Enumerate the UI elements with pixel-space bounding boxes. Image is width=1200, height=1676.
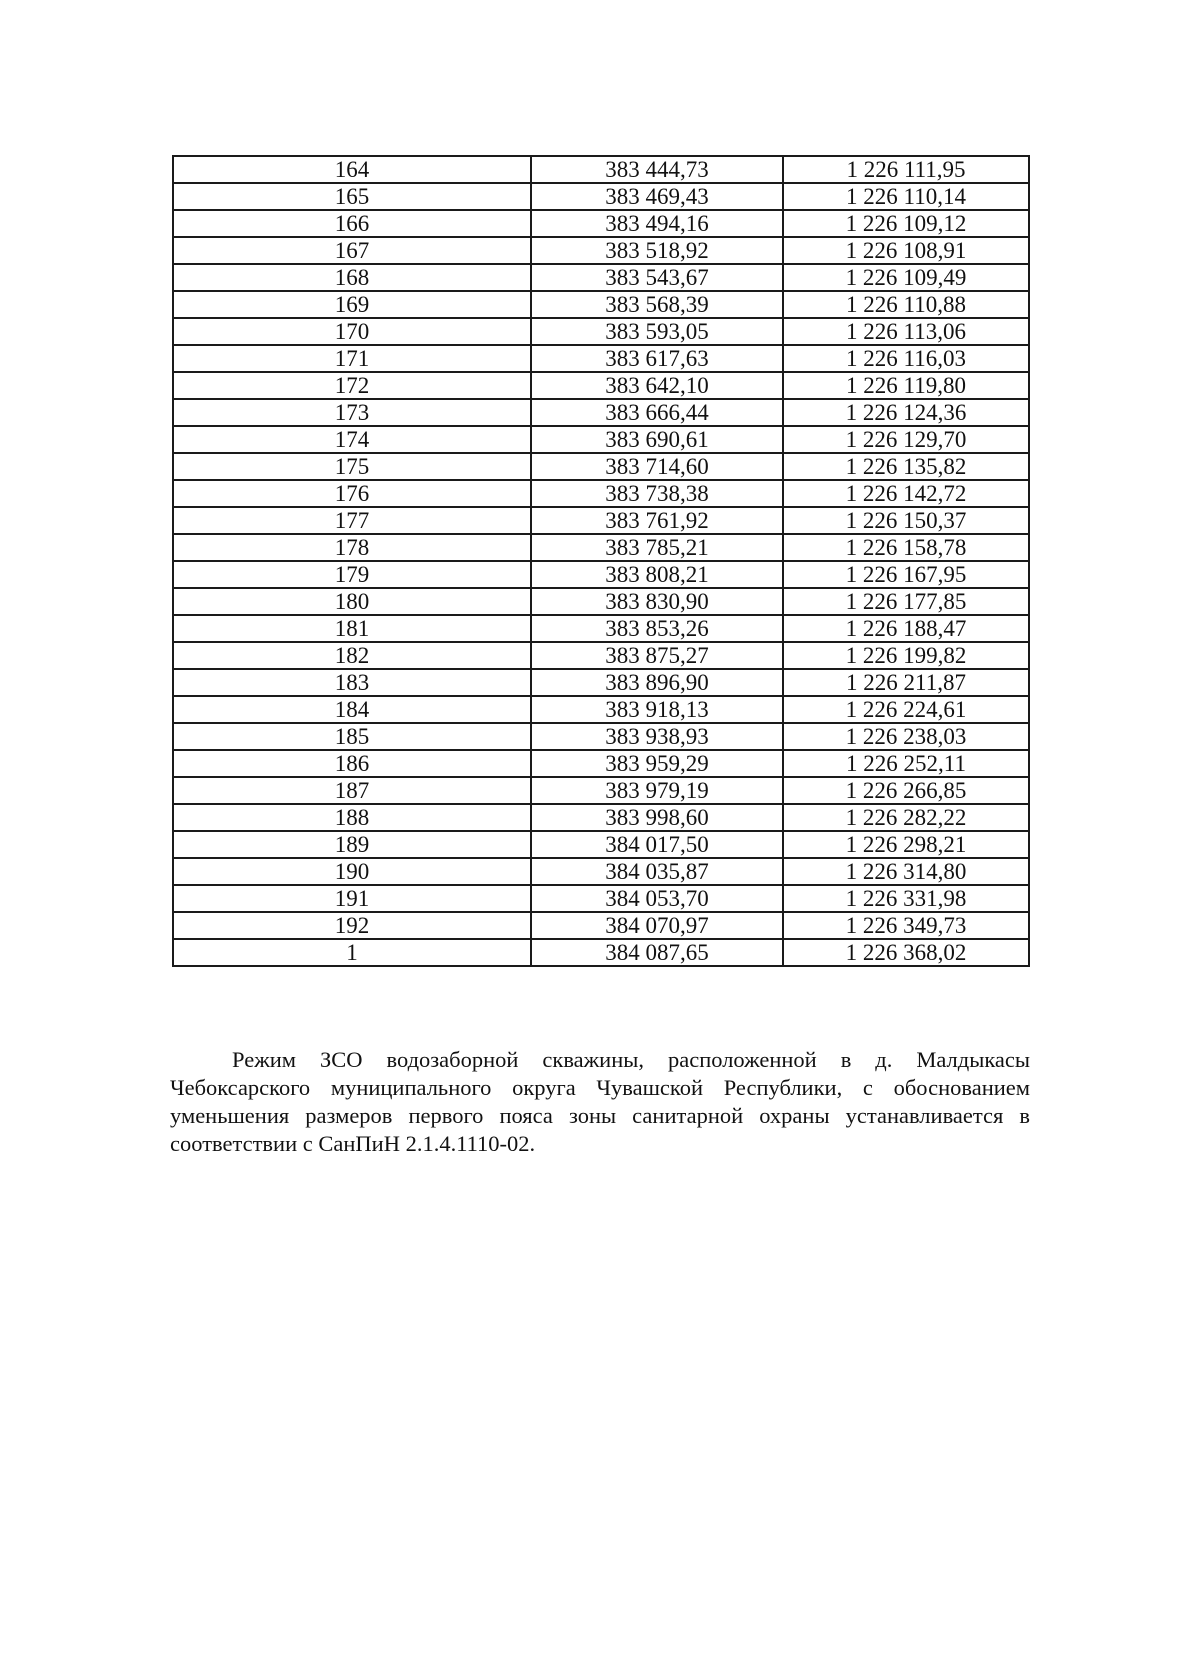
table-row	[173, 237, 1029, 264]
table-row	[173, 345, 1029, 372]
y-coordinate-cell: 1 226 116,03	[783, 345, 1029, 372]
coordinate-table	[172, 155, 1030, 967]
point-number-cell: 164	[173, 156, 531, 183]
point-number-cell: 1	[173, 939, 531, 966]
x-coordinate-cell: 383 518,92	[531, 237, 783, 264]
point-number-cell: 173	[173, 399, 531, 426]
point-number-cell: 192	[173, 912, 531, 939]
y-coordinate-cell: 1 226 252,11	[783, 750, 1029, 777]
table-row	[173, 156, 1029, 183]
y-coordinate-cell: 1 226 314,80	[783, 858, 1029, 885]
table-row	[173, 939, 1029, 966]
table-row	[173, 318, 1029, 345]
x-coordinate-cell: 383 761,92	[531, 507, 783, 534]
table-row	[173, 534, 1029, 561]
table-row	[173, 453, 1029, 480]
point-number-cell: 176	[173, 480, 531, 507]
y-coordinate-cell: 1 226 167,95	[783, 561, 1029, 588]
point-number-cell: 182	[173, 642, 531, 669]
x-coordinate-cell: 383 444,73	[531, 156, 783, 183]
y-coordinate-cell: 1 226 199,82	[783, 642, 1029, 669]
table-row	[173, 723, 1029, 750]
point-number-cell: 174	[173, 426, 531, 453]
y-coordinate-cell: 1 226 119,80	[783, 372, 1029, 399]
y-coordinate-cell: 1 226 108,91	[783, 237, 1029, 264]
x-coordinate-cell: 384 053,70	[531, 885, 783, 912]
point-number-cell: 187	[173, 777, 531, 804]
y-coordinate-cell: 1 226 110,88	[783, 291, 1029, 318]
table-row	[173, 831, 1029, 858]
table-row	[173, 642, 1029, 669]
x-coordinate-cell: 383 918,13	[531, 696, 783, 723]
x-coordinate-cell: 383 830,90	[531, 588, 783, 615]
regime-paragraph: Режим ЗСО водозаборной скважины, расположенной в д. Малдыкасы Чебоксарского муниципального округа Чувашской Республики, с обоснованием уменьшения размеров первого пояса зоны санитарной охраны устанавливается в соответствии с СанПиН 2.1.4.1110-02.	[170, 1047, 1030, 1156]
point-number-cell: 179	[173, 561, 531, 588]
point-number-cell: 175	[173, 453, 531, 480]
table-row	[173, 264, 1029, 291]
x-coordinate-cell: 383 808,21	[531, 561, 783, 588]
y-coordinate-cell: 1 226 238,03	[783, 723, 1029, 750]
table-row	[173, 210, 1029, 237]
point-number-cell: 178	[173, 534, 531, 561]
point-number-cell: 169	[173, 291, 531, 318]
x-coordinate-cell: 383 979,19	[531, 777, 783, 804]
x-coordinate-cell: 383 896,90	[531, 669, 783, 696]
y-coordinate-cell: 1 226 224,61	[783, 696, 1029, 723]
x-coordinate-cell: 383 690,61	[531, 426, 783, 453]
y-coordinate-cell: 1 226 110,14	[783, 183, 1029, 210]
point-number-cell: 186	[173, 750, 531, 777]
point-number-cell: 172	[173, 372, 531, 399]
point-number-cell: 189	[173, 831, 531, 858]
point-number-cell: 183	[173, 669, 531, 696]
point-number-cell: 170	[173, 318, 531, 345]
y-coordinate-cell: 1 226 177,85	[783, 588, 1029, 615]
coordinate-table-body	[173, 156, 1029, 966]
y-coordinate-cell: 1 226 282,22	[783, 804, 1029, 831]
x-coordinate-cell: 383 543,67	[531, 264, 783, 291]
table-row	[173, 777, 1029, 804]
x-coordinate-cell: 383 666,44	[531, 399, 783, 426]
table-row	[173, 426, 1029, 453]
table-row	[173, 750, 1029, 777]
point-number-cell: 167	[173, 237, 531, 264]
table-row	[173, 372, 1029, 399]
y-coordinate-cell: 1 226 135,82	[783, 453, 1029, 480]
point-number-cell: 190	[173, 858, 531, 885]
table-row	[173, 399, 1029, 426]
x-coordinate-cell: 384 035,87	[531, 858, 783, 885]
point-number-cell: 177	[173, 507, 531, 534]
x-coordinate-cell: 383 938,93	[531, 723, 783, 750]
y-coordinate-cell: 1 226 211,87	[783, 669, 1029, 696]
point-number-cell: 168	[173, 264, 531, 291]
y-coordinate-cell: 1 226 188,47	[783, 615, 1029, 642]
table-row	[173, 696, 1029, 723]
table-row	[173, 885, 1029, 912]
y-coordinate-cell: 1 226 109,12	[783, 210, 1029, 237]
x-coordinate-cell: 383 642,10	[531, 372, 783, 399]
x-coordinate-cell: 384 070,97	[531, 912, 783, 939]
y-coordinate-cell: 1 226 150,37	[783, 507, 1029, 534]
x-coordinate-cell: 383 853,26	[531, 615, 783, 642]
point-number-cell: 188	[173, 804, 531, 831]
table-row	[173, 507, 1029, 534]
table-row	[173, 669, 1029, 696]
x-coordinate-cell: 383 738,38	[531, 480, 783, 507]
x-coordinate-cell: 383 593,05	[531, 318, 783, 345]
table-row	[173, 615, 1029, 642]
point-number-cell: 184	[173, 696, 531, 723]
y-coordinate-cell: 1 226 298,21	[783, 831, 1029, 858]
point-number-cell: 191	[173, 885, 531, 912]
y-coordinate-cell: 1 226 124,36	[783, 399, 1029, 426]
x-coordinate-cell: 384 017,50	[531, 831, 783, 858]
point-number-cell: 165	[173, 183, 531, 210]
x-coordinate-cell: 383 875,27	[531, 642, 783, 669]
x-coordinate-cell: 384 087,65	[531, 939, 783, 966]
point-number-cell: 181	[173, 615, 531, 642]
y-coordinate-cell: 1 226 331,98	[783, 885, 1029, 912]
table-row	[173, 804, 1029, 831]
table-row	[173, 858, 1029, 885]
x-coordinate-cell: 383 785,21	[531, 534, 783, 561]
x-coordinate-cell: 383 494,16	[531, 210, 783, 237]
table-row	[173, 183, 1029, 210]
table-row	[173, 480, 1029, 507]
table-row	[173, 912, 1029, 939]
x-coordinate-cell: 383 959,29	[531, 750, 783, 777]
x-coordinate-cell: 383 469,43	[531, 183, 783, 210]
point-number-cell: 185	[173, 723, 531, 750]
y-coordinate-cell: 1 226 266,85	[783, 777, 1029, 804]
table-row	[173, 291, 1029, 318]
y-coordinate-cell: 1 226 142,72	[783, 480, 1029, 507]
y-coordinate-cell: 1 226 368,02	[783, 939, 1029, 966]
point-number-cell: 180	[173, 588, 531, 615]
y-coordinate-cell: 1 226 158,78	[783, 534, 1029, 561]
y-coordinate-cell: 1 226 109,49	[783, 264, 1029, 291]
table-row	[173, 588, 1029, 615]
y-coordinate-cell: 1 226 113,06	[783, 318, 1029, 345]
point-number-cell: 171	[173, 345, 531, 372]
y-coordinate-cell: 1 226 349,73	[783, 912, 1029, 939]
point-number-cell: 166	[173, 210, 531, 237]
y-coordinate-cell: 1 226 111,95	[783, 156, 1029, 183]
x-coordinate-cell: 383 714,60	[531, 453, 783, 480]
x-coordinate-cell: 383 998,60	[531, 804, 783, 831]
x-coordinate-cell: 383 617,63	[531, 345, 783, 372]
y-coordinate-cell: 1 226 129,70	[783, 426, 1029, 453]
x-coordinate-cell: 383 568,39	[531, 291, 783, 318]
table-row	[173, 561, 1029, 588]
